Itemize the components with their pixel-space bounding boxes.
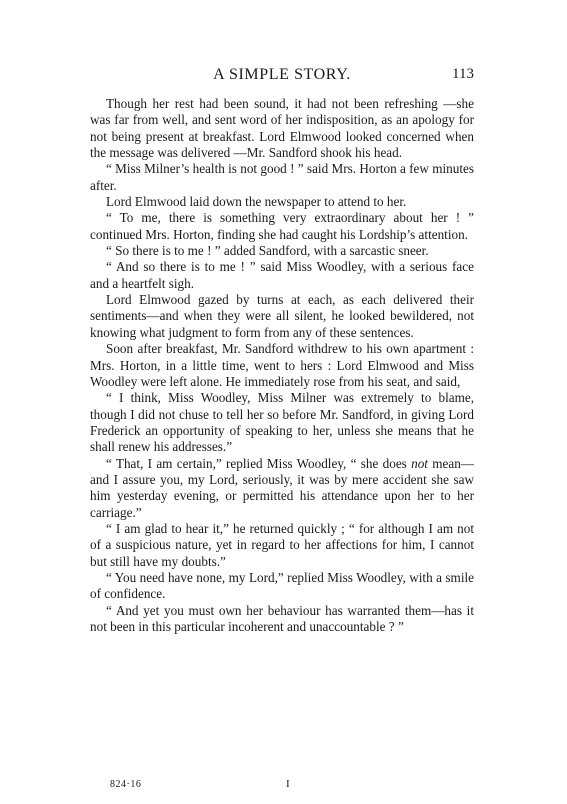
running-title: A SIMPLE STORY. [213, 66, 351, 83]
body-text [90, 96, 474, 635]
paragraph: “ Miss Milner’s health is not good ! ” said Mrs. Horton a few minutes after. [90, 161, 474, 193]
paragraph: Lord Elmwood gazed by turns at each, as each delivered their sentiments—and when they were all silent, he looked bewildered, not knowing what judgment to form from any of these sentences. [90, 292, 474, 340]
paragraph: “ I am glad to hear it,” he returned quickly ; “ for although I am not of a suspicious nature, yet in regard to her affections for him, I cannot but still have my doubts.” [90, 520, 474, 569]
book-page [90, 66, 474, 635]
paragraph: “ You need have none, my Lord,” replied Miss Woodley, with a smile of confidence. [90, 569, 474, 602]
paragraph: “ And yet you must own her behaviour has warranted them—has it not been in this particular incoherent and unaccountable ? ” [90, 602, 474, 634]
paragraph: “ I think, Miss Woodley, Miss Milner was extremely to blame, though I did not chuse to tell her so before Mr. Sandford, in giving Lord Frederick an opportunity of speaking to her, unless she means that he shall renew his addresses.” [90, 390, 474, 455]
paragraph: “ To me, there is something very extraordinary about her ! ” continued Mrs. Horton, finding she had caught his Lordship’s attention. [90, 210, 474, 242]
page-number: 113 [452, 66, 474, 82]
paragraph [90, 456, 474, 521]
paragraph: Lord Elmwood laid down the newspaper to attend to her. [106, 194, 407, 210]
paragraph: Though her rest had been sound, it had not been refreshing —she was far from well, and sent word of her indisposition, as an apology for not being present at breakfast. Lord Elmwood looked concerned when the message was delivered —Mr. Sandford shook his head. [90, 96, 474, 161]
sheet-mark: I [286, 778, 290, 790]
paragraph: “ So there is to me ! ” added Sandford, with a sarcastic sneer. [106, 243, 429, 259]
paragraph: Soon after breakfast, Mr. Sandford withdrew to his own apartment : Mrs. Horton, in a little time, went to hers : Lord Elmwood and Miss Woodley were left alone. He immediately rose from his seat, and said, [90, 341, 474, 389]
running-head [90, 66, 474, 88]
paragraph-text: mean—and I assure you, my Lord, seriously, it was by mere accident she saw him yesterday evening, or permitted his attendance upon her to her carriage.” [90, 455, 474, 520]
page-footer [110, 779, 410, 793]
printer-signature: 824·16 [110, 779, 142, 790]
paragraph-text: “ That, I am certain,” replied Miss Woodley, “ she does [106, 455, 412, 471]
emphasized-word: not [411, 455, 428, 471]
paragraph: “ And so there is to me ! ” said Miss Woodley, with a serious face and a heartfelt sigh. [90, 259, 474, 291]
